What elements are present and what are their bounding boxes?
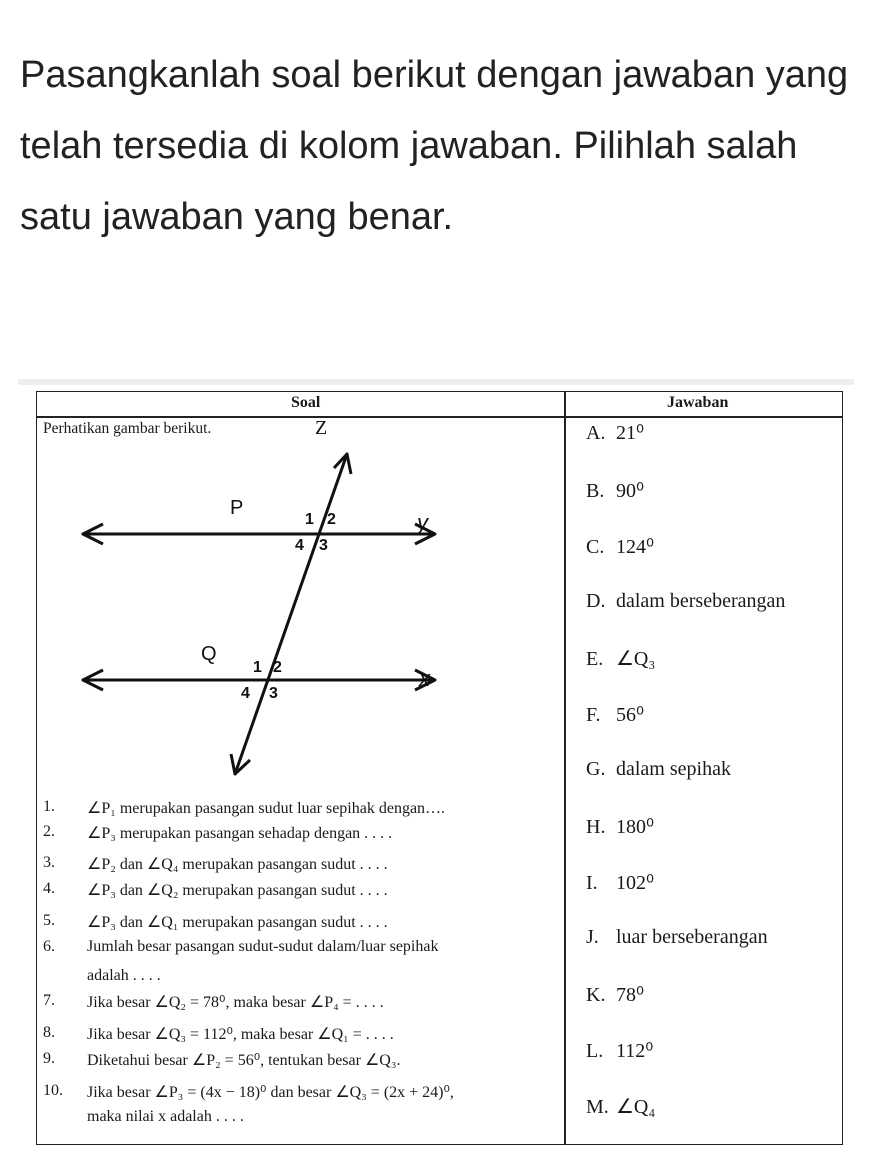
question-10-cont: maka nilai x adalah . . . . [87, 1108, 244, 1125]
answer-m: M. ∠Q₄ [586, 1096, 656, 1118]
q-angle-3: 3 [269, 685, 278, 702]
question-10: 10. Jika besar ∠P₃ = (4x − 18)⁰ dan besar ∠Q₃ = (2x + 24)⁰, [43, 1082, 454, 1101]
question-2: 2. ∠P₃ merupakan pasangan sehadap dengan . . . . [43, 823, 393, 842]
q-angle-4: 4 [241, 685, 250, 702]
figure-intro: Perhatikan gambar berikut. [43, 420, 212, 437]
label-y: y [417, 510, 428, 535]
label-q: Q [201, 643, 217, 665]
question-7: 7. Jika besar ∠Q₂ = 78⁰, maka besar ∠P₄ = . . . . [43, 992, 384, 1011]
label-x: x [419, 666, 430, 691]
q-angle-2: 2 [273, 659, 282, 676]
answer-a: A. 21⁰ [586, 422, 645, 444]
question-8: 8. Jika besar ∠Q₃ = 112⁰, maka besar ∠Q₁ = . . . . [43, 1024, 394, 1043]
header-divider [37, 416, 842, 418]
transversal-z [235, 454, 347, 774]
label-p: P [230, 497, 244, 519]
p-angle-2: 2 [327, 511, 336, 528]
answer-b: B. 90⁰ [586, 480, 645, 502]
answer-d: D. dalam berseberangan [586, 590, 786, 612]
p-angle-1: 1 [305, 511, 314, 528]
matching-table [36, 391, 843, 1145]
parallel-lines-figure [77, 420, 457, 780]
answer-l: L. 112⁰ [586, 1040, 654, 1062]
question-1: 1. ∠P₁ merupakan pasangan sudut luar sepihak dengan…. [43, 798, 446, 817]
answer-e: E. ∠Q₃ [586, 648, 656, 670]
column-divider [564, 392, 566, 1144]
instruction-text: Pasangkanlah soal berikut dengan jawaban yang telah tersedia di kolom jawaban. Pilihlah salah satu jawaban yang benar. [20, 54, 849, 238]
label-z: Z [315, 420, 328, 439]
answer-i: I. 102⁰ [586, 872, 655, 894]
question-3: 3. ∠P₂ dan ∠Q₄ merupakan pasangan sudut . . . . [43, 854, 388, 873]
answer-h: H. 180⁰ [586, 816, 655, 838]
header-soal: Soal [291, 394, 321, 411]
answer-f: F. 56⁰ [586, 704, 645, 726]
divider [18, 379, 854, 385]
answer-j: J. luar berseberangan [586, 926, 768, 948]
question-6: 6. Jumlah besar pasangan sudut-sudut dalam/luar sepihak [43, 938, 439, 955]
answer-g: G. dalam sepihak [586, 758, 731, 780]
q-angle-1: 1 [253, 659, 262, 676]
p-angle-3: 3 [319, 537, 328, 554]
question-6-cont: adalah . . . . [87, 967, 161, 984]
question-9: 9. Diketahui besar ∠P₂ = 56⁰, tentukan besar ∠Q₃. [43, 1050, 401, 1069]
p-angle-4: 4 [295, 537, 304, 554]
question-4: 4. ∠P₃ dan ∠Q₂ merupakan pasangan sudut . . . . [43, 880, 388, 899]
answer-c: C. 124⁰ [586, 536, 655, 558]
answer-k: K. 78⁰ [586, 984, 645, 1006]
question-5: 5. ∠P₃ dan ∠Q₁ merupakan pasangan sudut . . . . [43, 912, 388, 931]
header-jawaban: Jawaban [667, 394, 729, 411]
